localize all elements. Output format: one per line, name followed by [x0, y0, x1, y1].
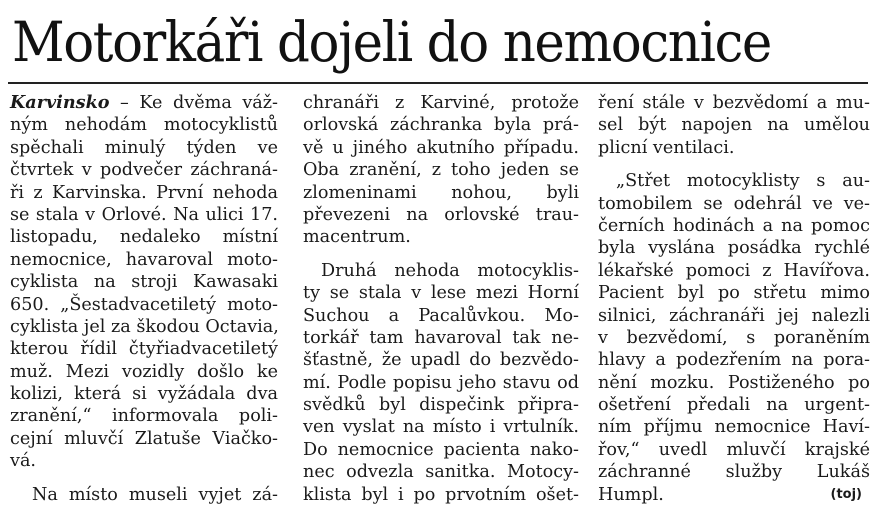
text-line: ty se stala v lese mezi Horní	[303, 283, 579, 304]
text-line: silnici, záchranáři jej nalezli	[598, 305, 870, 326]
text-line: Do nemocnice pacienta nako-	[303, 439, 579, 460]
paragraph-gap	[10, 473, 278, 484]
text-line: klista byl i po prvotním ošet-	[303, 484, 579, 505]
text-line: tomobilem se odehrál ve ve-	[598, 193, 870, 214]
text-line: kterou řídil čtyřiadvacetiletý	[10, 339, 278, 360]
text-fragment: – Ke dvěma váž-	[109, 93, 278, 113]
dateline: Karvinsko	[10, 92, 110, 113]
text-line: Oba zranění, z toho jeden se	[303, 160, 579, 181]
text-line: Suchou a Pacalůvkou. Mo-	[303, 305, 579, 326]
text-line: svědků byl dispečink připra-	[303, 395, 579, 416]
text-fragment: Humpl.	[598, 484, 664, 505]
text-line: řov,“ uvedl mluvčí krajské	[598, 439, 870, 460]
text-line: byla vyslána posádka rychlé	[598, 238, 870, 259]
text-line: ven vyslat na místo i vrtulník.	[303, 417, 579, 438]
text-line: černích hodinách a na pomoc	[598, 215, 870, 236]
text-line: macentrum.	[303, 227, 411, 248]
paragraph-gap	[303, 249, 579, 260]
text-line: sel být napojen na umělou	[598, 115, 870, 136]
text-line: listopadu, nedaleko místní	[10, 227, 278, 248]
text-line: ním příjmu nemocnice Haví-	[598, 417, 870, 438]
text-line: 650. „Šestadvacetiletý moto-	[10, 294, 278, 315]
headline-rule	[8, 82, 868, 84]
text-line: spěchali minulý týden ve	[10, 137, 278, 158]
text-line: lékařské pomoci z Havířova.	[598, 260, 870, 281]
text-line: orlovská záchranka byla prá-	[303, 115, 579, 136]
text-line: chranáři z Karviné, protože	[303, 93, 579, 113]
text-line: nění mozku. Postiženého po	[598, 372, 870, 393]
text-line: Na místo museli vyjet zá-	[32, 484, 278, 505]
text-line: mí. Podle popisu jeho stavu od	[303, 372, 579, 393]
text-line: v bezvědomí, s poraněním	[598, 327, 870, 348]
text-line: cyklista na stroji Kawasaki	[10, 272, 278, 293]
text-line: zlomeninami nohou, byli	[303, 182, 579, 203]
text-line: hlavy a podezřením na pora-	[598, 350, 870, 371]
text-line: ošetření předali na urgent-	[598, 395, 870, 416]
text-line: vá.	[10, 451, 37, 472]
text-line: šťastně, že upadl do bezvědo-	[303, 350, 579, 371]
text-line: zranění,“ informovala poli-	[10, 406, 278, 427]
text-line: kolizi, která si vyžádala dva	[10, 384, 278, 405]
text-line: převezeni na orlovské trau-	[303, 204, 579, 225]
text-line: čtvrtek v podvečer záchraná-	[10, 160, 278, 181]
paragraph-gap	[598, 159, 870, 170]
text-line: cyklista jel za škodou Octavia,	[10, 316, 279, 337]
column-3	[598, 92, 870, 506]
column-2	[303, 92, 579, 506]
text-line: Druhá nehoda motocyklis-	[321, 260, 579, 281]
text-line: ření stále v bezvědomí a mu-	[598, 93, 870, 113]
text-line: plicní ventilaci.	[598, 137, 735, 158]
text-line: torkář tam havaroval tak ne-	[303, 327, 579, 348]
text-line: vě u jiného akutního případu.	[303, 137, 579, 158]
text-line: „Střet motocyklisty s au-	[616, 171, 870, 192]
text-line	[598, 484, 870, 506]
text-line: cejní mluvčí Zlatuše Viačko-	[10, 428, 278, 449]
text-line: záchranné služby Lukáš	[598, 462, 870, 483]
text-line: Pacient byl po střetu mimo	[598, 283, 870, 304]
text-line: se stala v Orlové. Na ulici 17.	[10, 204, 278, 225]
author-signature: (toj)	[830, 486, 862, 502]
text-line: nemocnice, havaroval moto-	[10, 249, 278, 270]
text-line: ným nehodám motocyklistů	[10, 115, 278, 136]
text-line: muž. Mezi vozidly došlo ke	[10, 361, 278, 382]
text-line: nec odvezla sanitka. Motocy-	[303, 462, 579, 483]
column-1	[10, 92, 278, 506]
article-headline: Motorkáři dojeli do nemocnice	[12, 10, 771, 74]
text-line: ři z Karvinska. První nehoda	[10, 182, 278, 203]
text-line	[10, 92, 278, 114]
